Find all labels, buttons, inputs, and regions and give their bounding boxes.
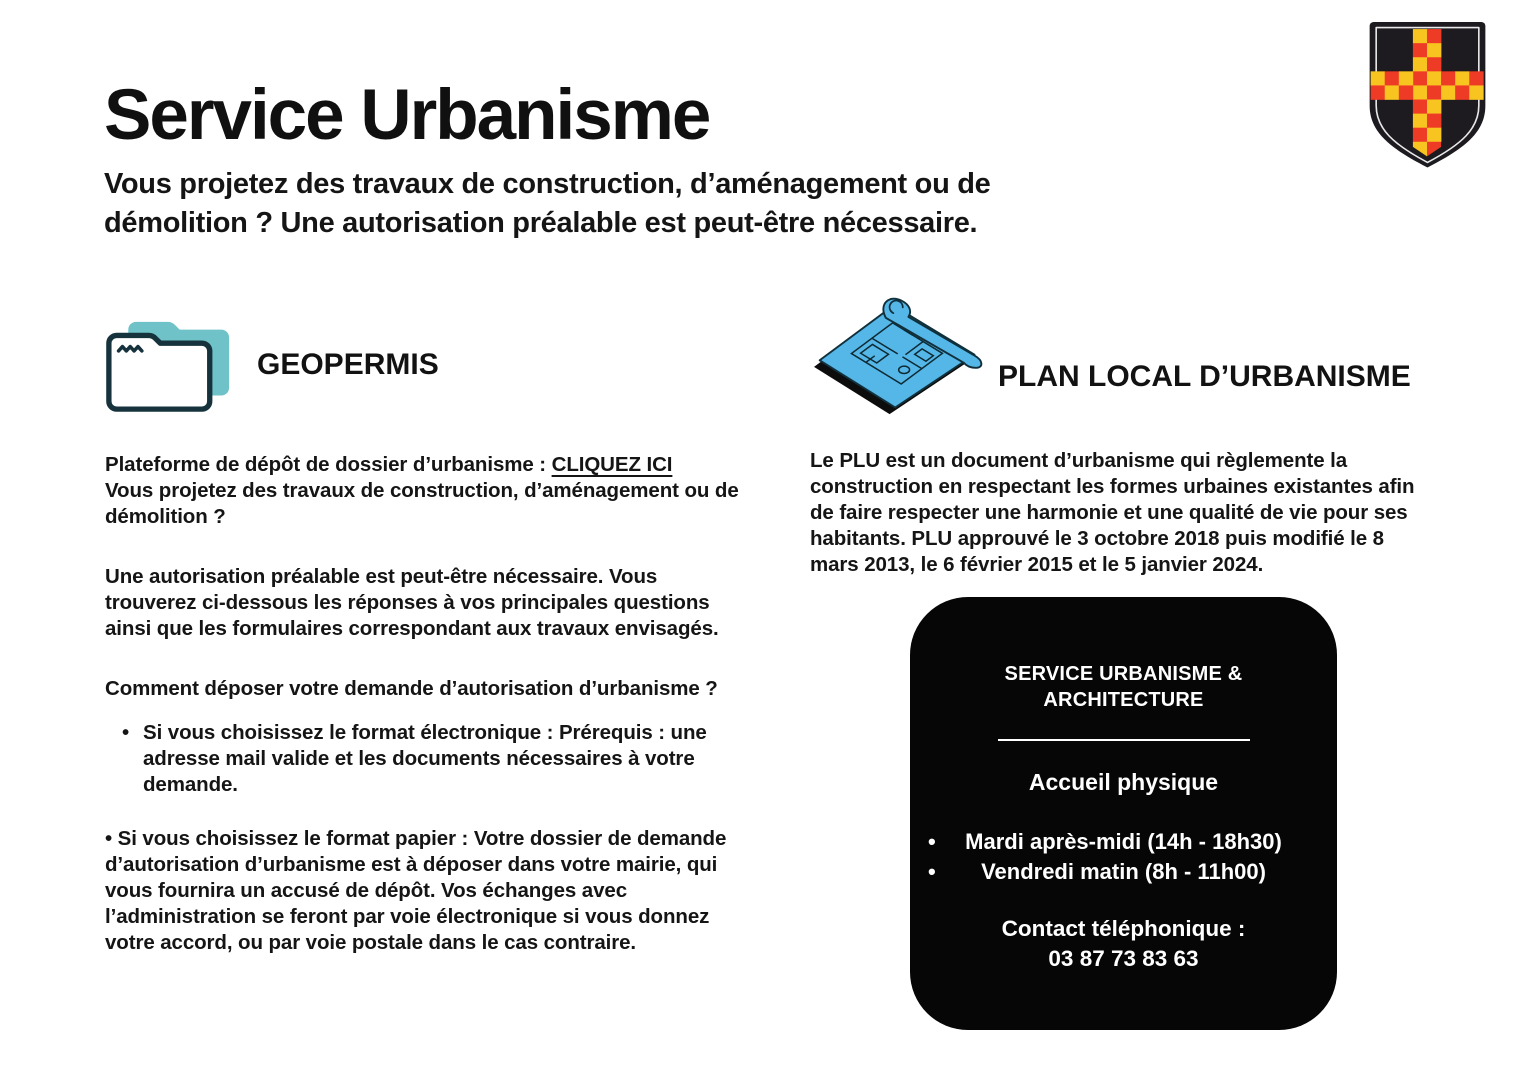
phone-number: 03 87 73 83 63 — [1048, 946, 1199, 971]
folder-icon — [105, 316, 233, 413]
plu-section — [810, 298, 1438, 1030]
opening-hours-item — [928, 857, 1313, 887]
subtitle-line-2: démolition ? Une autorisation préalable est peut-être nécessaire. — [104, 207, 978, 239]
coat-of-arms-icon — [1364, 17, 1491, 175]
cliquez-ici-link[interactable]: CLIQUEZ ICI — [551, 453, 673, 476]
page-subtitle — [104, 165, 1284, 243]
howto-paragraph: Comment déposer votre demande d’autorisation d’urbanisme ? — [105, 677, 718, 700]
plu-heading: PLAN LOCAL D’URBANISME — [998, 360, 1411, 393]
option-electronic-text: Si vous choisissez le format électronique : Prérequis : une adresse mail valide et les documents nécessaires à votre demande. — [143, 721, 707, 796]
platform-question: Vous projetez des travaux de construction, d’aménagement ou de démolition ? — [105, 479, 739, 528]
plu-header-row — [810, 298, 1438, 416]
contact-card — [910, 597, 1337, 1030]
option-paper-paragraph: • Si vous choisissez le format papier : Votre dossier de demande d’autorisation d’urbanisme est à déposer dans votre mairie, qui vous fournira un accusé de dépôt. Vos échanges avec l’administration se feront par voie électronique si vous donnez votre accord, ou par voie postale dans le cas contraire. — [105, 827, 727, 954]
bullet-icon: • — [928, 829, 936, 854]
contact-card-title: SERVICE URBANISME & ARCHITECTURE — [1004, 663, 1243, 711]
accueil-label: Accueil physique — [1028, 769, 1219, 795]
contact-block — [934, 914, 1313, 974]
opening-hours-list — [928, 827, 1313, 887]
geopermis-heading: GEOPERMIS — [257, 347, 439, 381]
page-title: Service Urbanisme — [104, 76, 710, 155]
subtitle-line-1: Vous projetez des travaux de construction, d’aménagement ou de — [104, 168, 991, 200]
opening-hours-item — [928, 827, 1313, 857]
plu-description: Le PLU est un document d’urbanisme qui règlemente la construction en respectant les formes urbaines existantes afin de faire respecter une harmonie et une qualité de vie pour ses habitants. PLU approuvé le 3 octobre 2018 puis modifié le 8 mars 2013, le 6 février 2015 et le 5 janvier 2024. — [810, 449, 1415, 576]
blueprint-roll-icon — [810, 298, 988, 416]
card-divider — [998, 739, 1250, 741]
header — [104, 76, 1284, 243]
opening-hours-tuesday: Mardi après-midi (14h - 18h30) — [965, 829, 1282, 854]
platform-paragraph — [105, 452, 750, 530]
platform-label: Plateforme de dépôt de dossier d’urbanisme : — [105, 453, 552, 476]
geopermis-section — [105, 316, 750, 956]
intro-paragraph: Une autorisation préalable est peut-être nécessaire. Vous trouverez ci-dessous les réponses à vos principales questions ainsi que les formulaires correspondant aux travaux envisagés. — [105, 565, 719, 640]
bullet-icon: • — [928, 859, 936, 884]
option-electronic-item — [105, 720, 750, 798]
geopermis-header-row — [105, 316, 750, 413]
bullet-icon: • — [122, 721, 130, 744]
contact-label: Contact téléphonique : — [1001, 916, 1246, 941]
opening-hours-friday: Vendredi matin (8h - 11h00) — [981, 859, 1266, 884]
